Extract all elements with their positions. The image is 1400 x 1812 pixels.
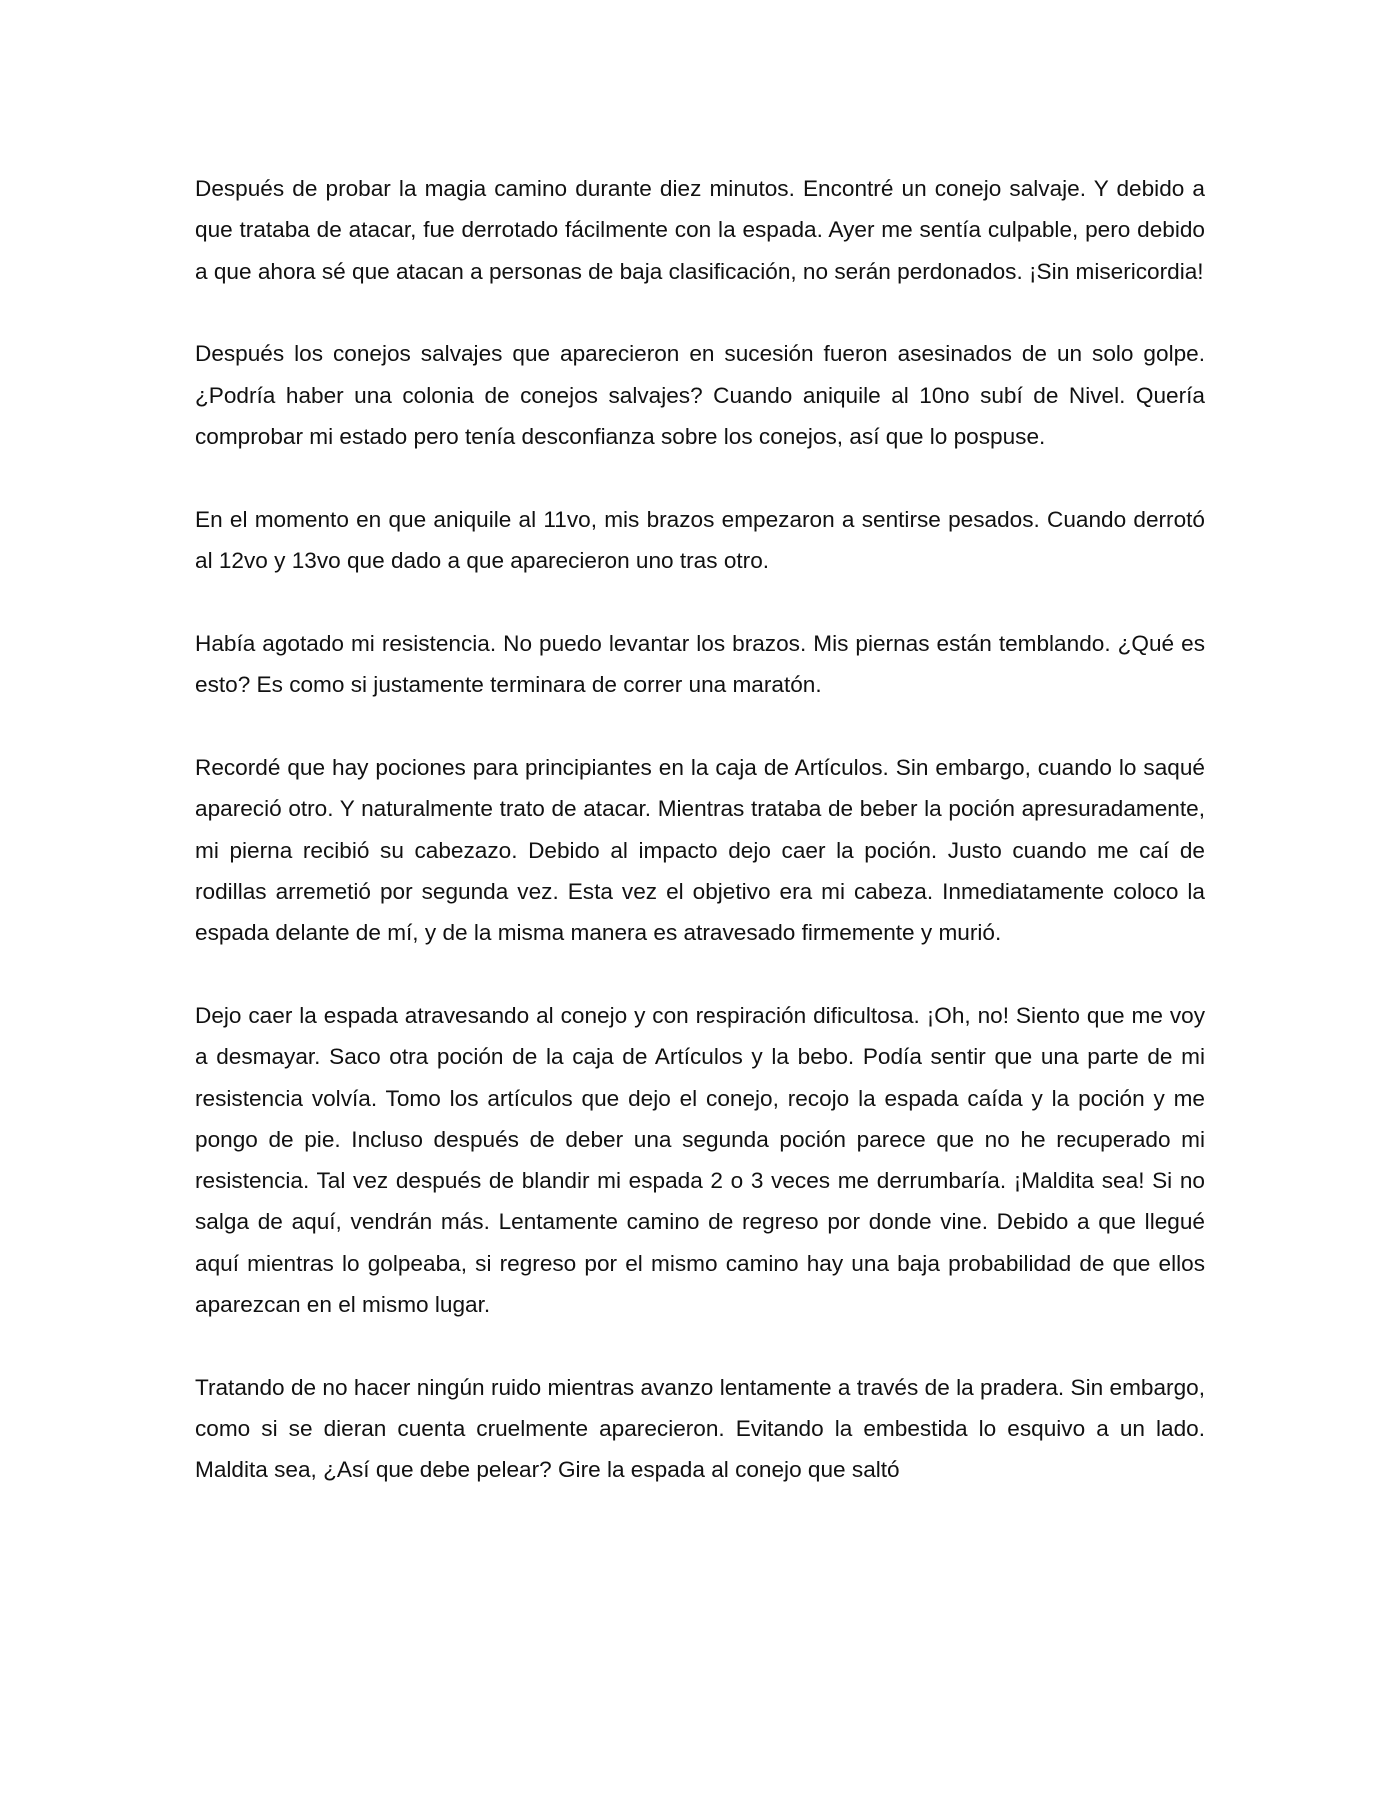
paragraph-3: En el momento en que aniquile al 11vo, mis brazos empezaron a sentirse pesados. Cuando derrotó al 12vo y 13vo que dado a que aparecieron uno tras otro. (195, 506, 1205, 574)
paragraph-7: Tratando de no hacer ningún ruido mientras avanzo lentamente a través de la pradera. Sin embargo, como si se dieran cuenta cruelmente aparecieron. Evitando la embestida lo esquivo a un lado. Maldita sea, ¿Así que debe pelear? Gire la espada al conejo que saltó (195, 1374, 1205, 1483)
paragraph-5: Recordé que hay pociones para principiantes en la caja de Artículos. Sin embargo, cuando lo saqué apareció otro. Y naturalmente trato de atacar. Mientras trataba de beber la poción apresuradamente, mi pierna recibió su cabezazo. Debido al impacto dejo caer la poción. Justo cuando me caí de rodillas arremetió por segunda vez. Esta vez el objetivo era mi cabeza. Inmediatamente coloco la espada delante de mí, y de la misma manera es atravesado firmemente y murió. (195, 754, 1205, 946)
document-page (195, 168, 1205, 1491)
paragraph-4: Había agotado mi resistencia. No puedo levantar los brazos. Mis piernas están temblando. ¿Qué es esto? Es como si justamente terminara de correr una maratón. (195, 630, 1205, 698)
paragraph-1: Después de probar la magia camino durante diez minutos. Encontré un conejo salvaje. Y debido a que trataba de atacar, fue derrotado fácilmente con la espada. Ayer me sentía culpable, pero debido a que ahora sé que atacan a personas de baja clasificación, no serán perdonados. ¡Sin misericordia! (195, 176, 1205, 284)
paragraph-6: Dejo caer la espada atravesando al conejo y con respiración dificultosa. ¡Oh, no! Siento que me voy a desmayar. Saco otra poción de la caja de Artículos y la bebo. Podía sentir que una parte de mi resistencia volvía. Tomo los artículos que dejo el conejo, recojo la espada caída y la poción y me pongo de pie. Incluso después de deber una segunda poción parece que no he recuperado mi resistencia. Tal vez después de blandir mi espada 2 o 3 veces me derrumbaría. ¡Maldita sea! Si no salga de aquí, vendrán más. Lentamente camino de regreso por donde vine. Debido a que llegué aquí mientras lo golpeaba, si regreso por el mismo camino hay una baja probabilidad de que ellos aparezcan en el mismo lugar. (195, 1002, 1205, 1318)
paragraph-2: Después los conejos salvajes que aparecieron en sucesión fueron asesinados de un solo golpe. ¿Podría haber una colonia de conejos salvajes? Cuando aniquile al 10no subí de Nivel. Quería comprobar mi estado pero tenía desconfianza sobre los conejos, así que lo pospuse. (195, 341, 1205, 449)
